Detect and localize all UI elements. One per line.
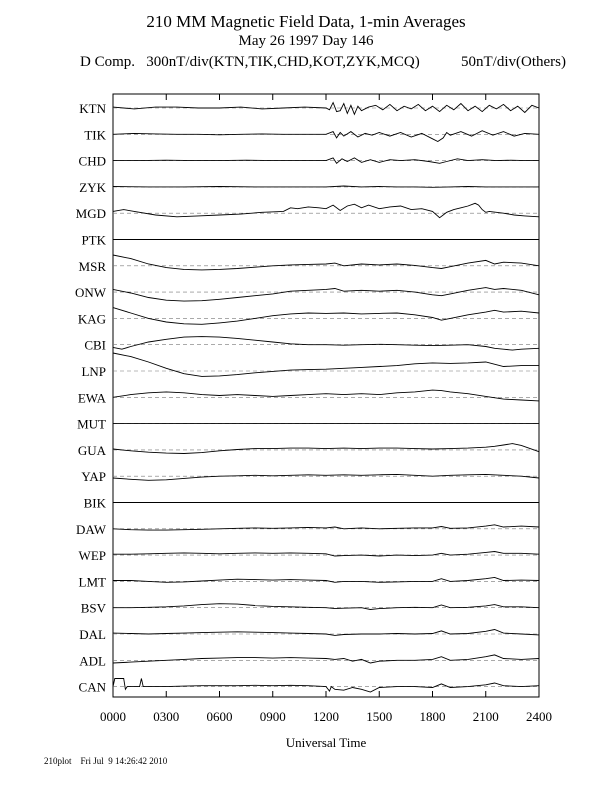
trace-kag [113, 308, 539, 325]
trace-daw [113, 525, 539, 530]
trace-ktn [113, 103, 539, 115]
trace-mgd [113, 203, 539, 217]
station-label-ewa: EWA [77, 390, 106, 406]
station-label-yap: YAP [81, 469, 106, 485]
trace-onw [113, 288, 539, 302]
station-label-lmt: LMT [78, 574, 106, 590]
station-label-onw: ONW [74, 285, 106, 301]
station-label-wep: WEP [78, 548, 106, 564]
station-label-lnp: LNP [81, 364, 106, 379]
trace-yap [113, 474, 539, 480]
trace-zyk [113, 186, 539, 187]
trace-gua [113, 444, 539, 454]
station-label-bsv: BSV [80, 600, 106, 616]
chart-title: 210 MM Magnetic Field Data, 1-min Averages [146, 12, 466, 31]
x-tick-label: 1200 [313, 709, 339, 724]
trace-chd [113, 158, 539, 163]
x-tick-label: 0300 [153, 709, 180, 724]
x-tick-label: 2100 [472, 709, 499, 724]
trace-lnp [113, 353, 539, 376]
station-label-msr: MSR [78, 258, 106, 274]
plot-footer: 210plot Fri Jul 9 14:26:42 2010 [44, 756, 168, 766]
station-label-kag: KAG [77, 311, 106, 327]
station-label-dal: DAL [79, 627, 106, 642]
trace-ewa [113, 390, 539, 401]
station-label-mut: MUT [77, 416, 106, 432]
trace-can [113, 679, 539, 693]
station-label-gua: GUA [77, 442, 106, 458]
station-label-can: CAN [78, 679, 106, 695]
trace-tik [113, 131, 539, 142]
station-label-ptk: PTK [81, 232, 106, 248]
station-label-adl: ADL [79, 653, 106, 669]
station-label-bik: BIK [83, 495, 106, 511]
x-tick-label: 0900 [259, 709, 286, 724]
station-label-zyk: ZYK [79, 179, 106, 195]
x-tick-label: 0600 [206, 709, 233, 724]
x-tick-label: 1800 [419, 709, 446, 724]
component-scale-label: D Comp. 300nT/div(KTN,TIK,CHD,KOT,ZYK,MCQ) [80, 54, 420, 70]
trace-bsv [113, 604, 539, 610]
trace-msr [113, 255, 539, 270]
x-tick-label: 2400 [526, 709, 552, 724]
station-label-daw: DAW [75, 521, 106, 537]
trace-adl [113, 655, 539, 663]
x-tick-label: 1500 [366, 709, 393, 724]
x-tick-label: 0000 [100, 709, 126, 724]
station-label-mgd: MGD [75, 206, 106, 222]
others-scale-label: 50nT/div(Others) [461, 54, 566, 70]
chart-subtitle: May 26 1997 Day 146 [238, 33, 374, 49]
station-label-cbi: CBI [84, 337, 106, 353]
station-label-chd: CHD [78, 153, 106, 169]
station-label-ktn: KTN [79, 101, 106, 116]
x-axis-label: Universal Time [285, 735, 367, 750]
trace-cbi [113, 337, 539, 351]
trace-dal [113, 630, 539, 636]
station-label-tik: TIK [84, 127, 106, 143]
